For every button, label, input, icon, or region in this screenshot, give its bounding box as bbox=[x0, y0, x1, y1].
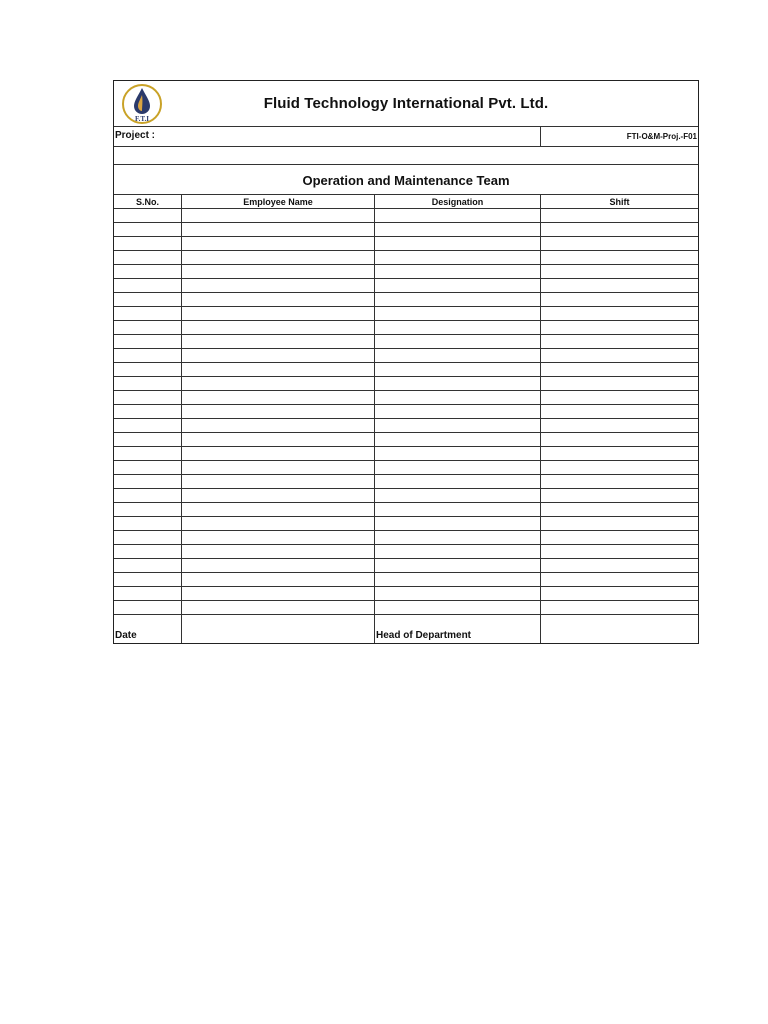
table-row bbox=[114, 265, 698, 279]
table-row bbox=[114, 433, 698, 447]
form-title: Operation and Maintenance Team bbox=[302, 173, 510, 188]
date-cell[interactable] bbox=[182, 629, 375, 643]
cell-designation[interactable] bbox=[375, 251, 541, 264]
cell-designation[interactable] bbox=[375, 475, 541, 488]
table-row bbox=[114, 503, 698, 517]
cell-designation[interactable] bbox=[375, 223, 541, 236]
cell-designation[interactable] bbox=[375, 433, 541, 446]
cell-shift[interactable] bbox=[541, 601, 698, 614]
cell-shift[interactable] bbox=[541, 461, 698, 474]
cell-shift[interactable] bbox=[541, 573, 698, 586]
table-row bbox=[114, 559, 698, 573]
cell-sno[interactable] bbox=[114, 349, 182, 362]
cell-shift[interactable] bbox=[541, 405, 698, 418]
cell-employee-name[interactable] bbox=[182, 559, 375, 572]
cell-sno[interactable] bbox=[114, 251, 182, 264]
cell-shift[interactable] bbox=[541, 307, 698, 320]
cell-sno[interactable] bbox=[114, 461, 182, 474]
column-header-row bbox=[114, 195, 698, 209]
table-row bbox=[114, 461, 698, 475]
cell-shift[interactable] bbox=[541, 433, 698, 446]
table-row bbox=[114, 517, 698, 531]
cell-shift[interactable] bbox=[541, 335, 698, 348]
column-header-shift: Shift bbox=[609, 197, 630, 207]
cell-employee-name[interactable] bbox=[182, 475, 375, 488]
cell-employee-name[interactable] bbox=[182, 307, 375, 320]
cell-sno[interactable] bbox=[114, 321, 182, 334]
cell-employee-name[interactable] bbox=[182, 209, 375, 222]
cell-sno[interactable] bbox=[114, 363, 182, 376]
cell-sno[interactable] bbox=[114, 223, 182, 236]
cell-shift[interactable] bbox=[541, 503, 698, 516]
hod-signature-cell[interactable] bbox=[541, 629, 698, 643]
cell-designation[interactable] bbox=[375, 321, 541, 334]
table-row bbox=[114, 573, 698, 587]
cell-shift[interactable] bbox=[541, 391, 698, 404]
table-row bbox=[114, 405, 698, 419]
cell-sno[interactable] bbox=[114, 489, 182, 502]
cell-designation[interactable] bbox=[375, 405, 541, 418]
cell-designation[interactable] bbox=[375, 363, 541, 376]
table-row bbox=[114, 335, 698, 349]
cell-designation[interactable] bbox=[375, 209, 541, 222]
cell-sno[interactable] bbox=[114, 265, 182, 278]
cell-employee-name[interactable] bbox=[182, 405, 375, 418]
title-row bbox=[114, 165, 698, 195]
cell-shift[interactable] bbox=[541, 447, 698, 460]
table-row bbox=[114, 615, 698, 629]
table-row bbox=[114, 601, 698, 615]
cell-designation[interactable] bbox=[375, 419, 541, 432]
cell-designation[interactable] bbox=[375, 461, 541, 474]
table-row bbox=[114, 587, 698, 601]
cell-employee-name[interactable] bbox=[182, 531, 375, 544]
cell-shift[interactable] bbox=[541, 517, 698, 530]
cell-employee-name[interactable] bbox=[182, 349, 375, 362]
cell-employee-name[interactable] bbox=[182, 489, 375, 502]
cell-employee-name[interactable] bbox=[182, 237, 375, 250]
cell-employee-name[interactable] bbox=[182, 265, 375, 278]
cell-designation[interactable] bbox=[375, 545, 541, 558]
cell-designation[interactable] bbox=[375, 517, 541, 530]
cell-employee-name[interactable] bbox=[182, 223, 375, 236]
cell-sno[interactable] bbox=[114, 447, 182, 460]
cell-shift[interactable] bbox=[541, 419, 698, 432]
cell-sno[interactable] bbox=[114, 503, 182, 516]
blank-row bbox=[114, 147, 698, 165]
column-header-sno: S.No. bbox=[114, 195, 182, 208]
cell-employee-name[interactable] bbox=[182, 461, 375, 474]
cell-sno[interactable] bbox=[114, 405, 182, 418]
cell-employee-name[interactable] bbox=[182, 615, 375, 629]
cell-sno[interactable] bbox=[114, 419, 182, 432]
cell-shift[interactable] bbox=[541, 279, 698, 292]
cell-sno[interactable] bbox=[114, 601, 182, 614]
cell-employee-name[interactable] bbox=[182, 545, 375, 558]
cell-employee-name[interactable] bbox=[182, 601, 375, 614]
project-row bbox=[114, 127, 698, 147]
cell-designation[interactable] bbox=[375, 335, 541, 348]
logo-text: F.T.I bbox=[134, 115, 150, 123]
cell-shift[interactable] bbox=[541, 209, 698, 222]
cell-employee-name[interactable] bbox=[182, 391, 375, 404]
cell-designation[interactable] bbox=[375, 503, 541, 516]
cell-employee-name[interactable] bbox=[182, 335, 375, 348]
cell-designation[interactable] bbox=[375, 601, 541, 614]
cell-shift[interactable] bbox=[541, 545, 698, 558]
table-row bbox=[114, 475, 698, 489]
cell-shift[interactable] bbox=[541, 237, 698, 250]
cell-sno[interactable] bbox=[114, 391, 182, 404]
cell-sno[interactable] bbox=[114, 517, 182, 530]
header-row bbox=[114, 81, 698, 127]
cell-employee-name[interactable] bbox=[182, 279, 375, 292]
footer-row bbox=[114, 629, 698, 643]
table-row bbox=[114, 489, 698, 503]
cell-shift[interactable] bbox=[541, 223, 698, 236]
table-row bbox=[114, 349, 698, 363]
cell-sno[interactable] bbox=[114, 335, 182, 348]
cell-designation[interactable] bbox=[375, 265, 541, 278]
table-row bbox=[114, 251, 698, 265]
cell-shift[interactable] bbox=[541, 489, 698, 502]
table-row bbox=[114, 419, 698, 433]
cell-sno[interactable] bbox=[114, 559, 182, 572]
cell-employee-name[interactable] bbox=[182, 293, 375, 306]
cell-employee-name[interactable] bbox=[182, 517, 375, 530]
cell-employee-name[interactable] bbox=[182, 321, 375, 334]
cell-sno[interactable] bbox=[114, 237, 182, 250]
table-row bbox=[114, 531, 698, 545]
table-row bbox=[114, 279, 698, 293]
cell-sno[interactable] bbox=[114, 587, 182, 600]
column-header-employee-name: Employee Name bbox=[182, 195, 375, 208]
cell-employee-name[interactable] bbox=[182, 587, 375, 600]
table-row bbox=[114, 545, 698, 559]
cell-shift[interactable] bbox=[541, 293, 698, 306]
cell-sno[interactable] bbox=[114, 531, 182, 544]
table-row bbox=[114, 377, 698, 391]
cell-sno[interactable] bbox=[114, 377, 182, 390]
cell-designation[interactable] bbox=[375, 489, 541, 502]
cell-employee-name[interactable] bbox=[182, 503, 375, 516]
table-row bbox=[114, 223, 698, 237]
cell-employee-name[interactable] bbox=[182, 363, 375, 376]
cell-shift[interactable] bbox=[541, 251, 698, 264]
hod-label: Head of Department bbox=[375, 629, 541, 643]
table-row bbox=[114, 447, 698, 461]
cell-sno[interactable] bbox=[114, 615, 182, 629]
company-name: Fluid Technology International Pvt. Ltd. bbox=[263, 95, 549, 112]
cell-sno[interactable] bbox=[114, 307, 182, 320]
cell-designation[interactable] bbox=[375, 559, 541, 572]
column-header-designation: Designation bbox=[375, 195, 541, 208]
cell-employee-name[interactable] bbox=[182, 377, 375, 390]
form-code: FTI-O&M-Proj.-F01 bbox=[626, 132, 697, 141]
cell-sno[interactable] bbox=[114, 209, 182, 222]
cell-sno[interactable] bbox=[114, 293, 182, 306]
cell-shift[interactable] bbox=[541, 377, 698, 390]
cell-employee-name[interactable] bbox=[182, 573, 375, 586]
cell-employee-name[interactable] bbox=[182, 251, 375, 264]
cell-designation[interactable] bbox=[375, 349, 541, 362]
cell-designation[interactable] bbox=[375, 377, 541, 390]
cell-designation[interactable] bbox=[375, 237, 541, 250]
table-row bbox=[114, 321, 698, 335]
cell-shift[interactable] bbox=[541, 615, 698, 629]
cell-sno[interactable] bbox=[114, 279, 182, 292]
cell-shift[interactable] bbox=[541, 363, 698, 376]
table-row bbox=[114, 307, 698, 321]
cell-designation[interactable] bbox=[375, 587, 541, 600]
table-row bbox=[114, 209, 698, 223]
cell-sno[interactable] bbox=[114, 545, 182, 558]
cell-shift[interactable] bbox=[541, 475, 698, 488]
cell-sno[interactable] bbox=[114, 475, 182, 488]
cell-shift[interactable] bbox=[541, 587, 698, 600]
table-row bbox=[114, 293, 698, 307]
table-row bbox=[114, 363, 698, 377]
cell-sno[interactable] bbox=[114, 573, 182, 586]
table-body bbox=[114, 209, 698, 629]
table-row bbox=[114, 391, 698, 405]
cell-shift[interactable] bbox=[541, 265, 698, 278]
cell-employee-name[interactable] bbox=[182, 447, 375, 460]
cell-employee-name[interactable] bbox=[182, 433, 375, 446]
cell-designation[interactable] bbox=[375, 391, 541, 404]
cell-designation[interactable] bbox=[375, 531, 541, 544]
cell-designation[interactable] bbox=[375, 307, 541, 320]
company-logo bbox=[117, 83, 167, 125]
table-row bbox=[114, 237, 698, 251]
cell-designation[interactable] bbox=[375, 447, 541, 460]
date-label: Date bbox=[114, 629, 182, 643]
cell-designation[interactable] bbox=[375, 293, 541, 306]
cell-employee-name[interactable] bbox=[182, 419, 375, 432]
cell-designation[interactable] bbox=[375, 615, 541, 629]
cell-designation[interactable] bbox=[375, 573, 541, 586]
cell-shift[interactable] bbox=[541, 559, 698, 572]
cell-shift[interactable] bbox=[541, 321, 698, 334]
cell-shift[interactable] bbox=[541, 531, 698, 544]
cell-sno[interactable] bbox=[114, 433, 182, 446]
project-label[interactable]: Project : bbox=[114, 127, 541, 146]
cell-shift[interactable] bbox=[541, 349, 698, 362]
cell-designation[interactable] bbox=[375, 279, 541, 292]
form-sheet bbox=[113, 80, 699, 644]
